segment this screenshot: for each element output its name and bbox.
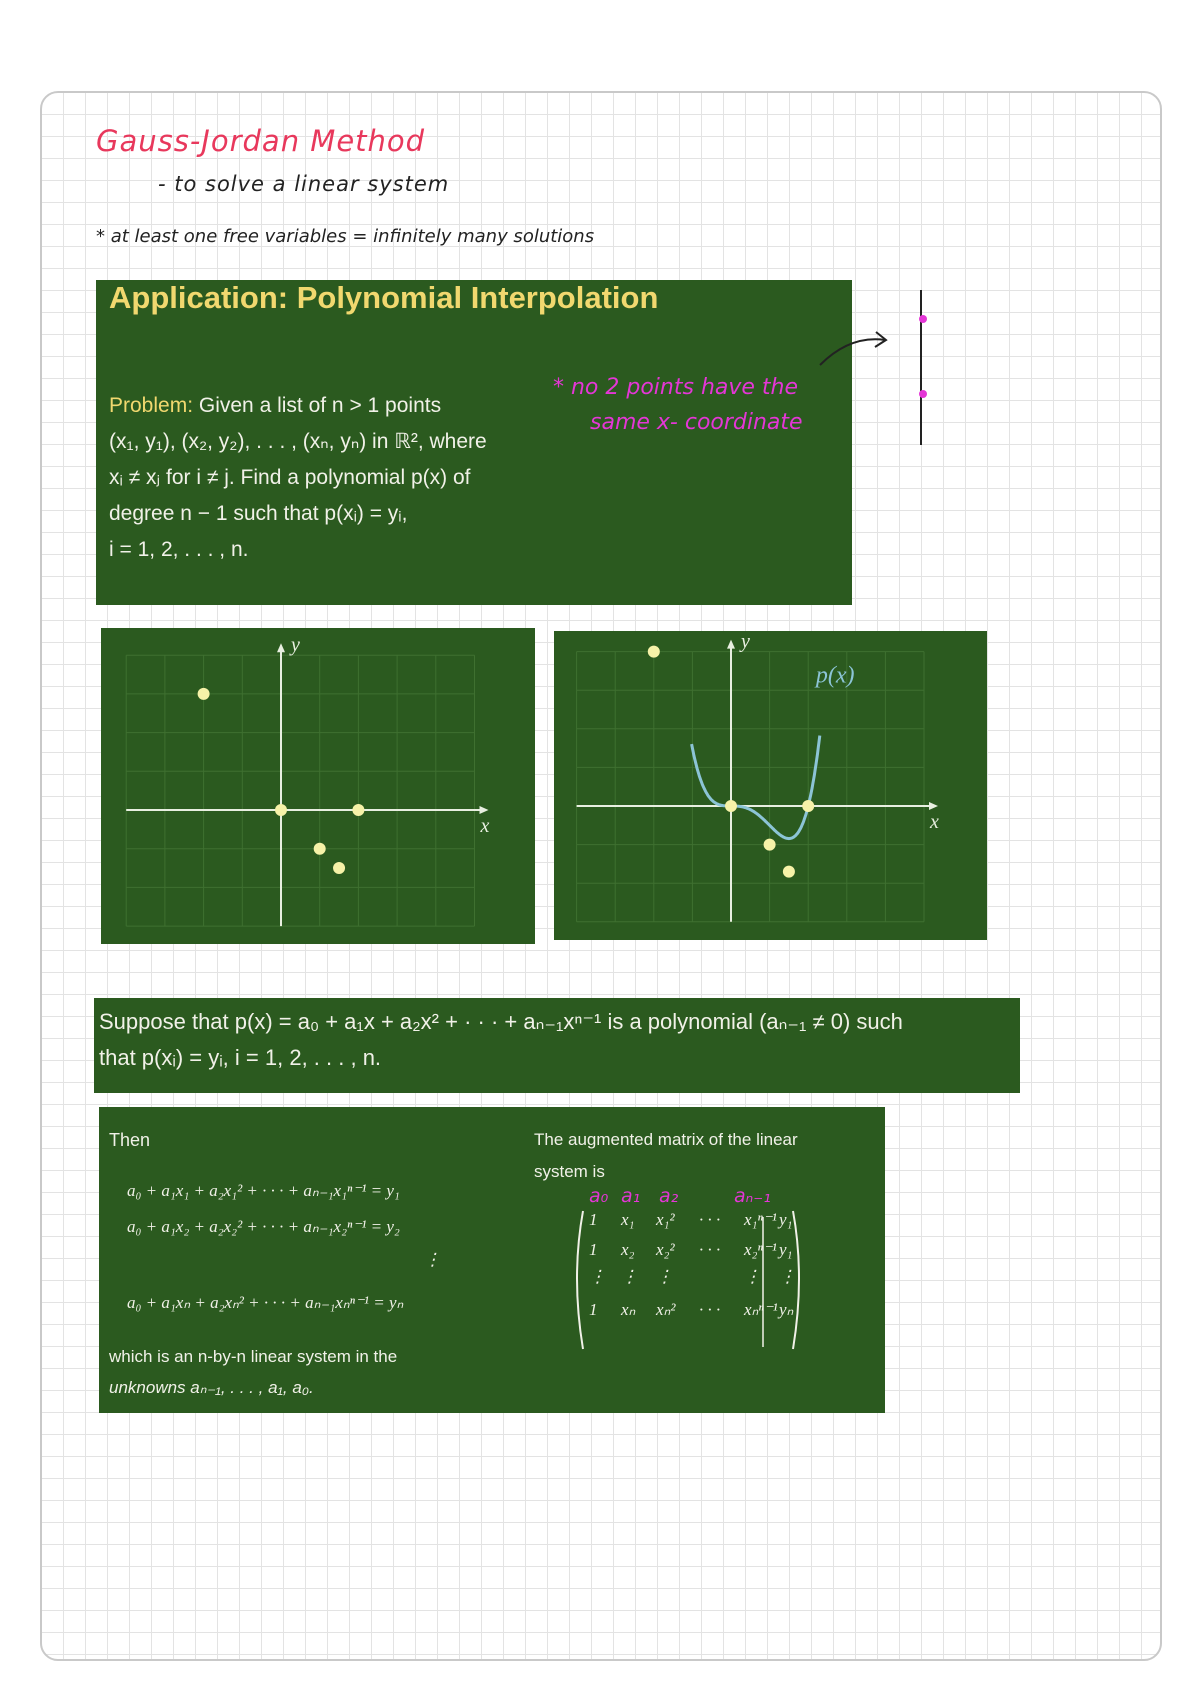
application-heading: Application: Polynomial Interpolation: [109, 280, 659, 315]
y-axis-arrow: [727, 640, 735, 649]
y-axis-label: y: [291, 634, 300, 657]
data-point: [198, 688, 210, 700]
equation: a₀ + a₁x₂ + a₂x₂² + · · · + aₙ₋₁x₂ⁿ⁻¹ = y₂: [127, 1217, 400, 1236]
data-point: [725, 800, 737, 812]
matrix-cell: x₂²: [656, 1240, 675, 1259]
matrix-label: a₁: [621, 1185, 641, 1207]
handwritten-title: Gauss-Jordan Method: [96, 124, 426, 158]
curve-label: p(x): [815, 662, 855, 689]
data-point: [314, 843, 326, 855]
polynomial-curve: [692, 736, 820, 839]
matrix-intro: The augmented matrix of the linear: [534, 1130, 798, 1149]
matrix-cell: 1: [589, 1210, 598, 1229]
data-point: [764, 839, 776, 851]
data-point: [802, 800, 814, 812]
suppose-box: [94, 998, 1020, 1093]
matrix-cell: y₁: [779, 1240, 793, 1259]
handwritten-subtitle: - to solve a linear system: [158, 172, 450, 196]
scatter-plot: [101, 628, 535, 944]
x-axis-label: x: [930, 811, 939, 833]
application-box: [96, 280, 852, 605]
data-point: [333, 862, 345, 874]
matrix-cell: · · ·: [699, 1210, 721, 1229]
matrix-cell: yₙ: [779, 1300, 794, 1319]
matrix-cell: · · ·: [699, 1240, 721, 1259]
data-point: [352, 804, 364, 816]
problem-label: Problem:: [109, 394, 194, 417]
y-axis-arrow: [277, 643, 285, 652]
problem-statement: [109, 388, 579, 568]
matrix-cell: x₂: [621, 1240, 635, 1259]
handwritten-note: * at least one free variables = infinitely many solutions: [96, 226, 595, 247]
matrix-label: aₙ₋₁: [734, 1185, 771, 1207]
system-box: [99, 1107, 885, 1413]
problem-line: i = 1, 2, . . . , n.: [109, 538, 249, 561]
matrix-cell: ⋮: [744, 1267, 761, 1286]
equation: a₀ + a₁xₙ + a₂xₙ² + · · · + aₙ₋₁xₙⁿ⁻¹ = yₙ: [127, 1293, 404, 1312]
matrix-cell: xₙ: [621, 1300, 636, 1319]
equation: a₀ + a₁x₁ + a₂x₁² + · · · + aₙ₋₁x₁ⁿ⁻¹ = y₁: [127, 1181, 400, 1200]
problem-line: Given a list of n > 1 points: [198, 394, 442, 417]
matrix-cell: 1: [589, 1240, 598, 1259]
problem-line: xᵢ ≠ xⱼ for i ≠ j. Find a polynomial p(x) of: [109, 466, 471, 489]
equation-ellipsis: ⋮: [424, 1250, 441, 1269]
data-point: [275, 804, 287, 816]
curve-plot: [554, 631, 987, 940]
matrix-cell: x₁²: [656, 1210, 675, 1229]
matrix-cell: ⋮: [656, 1267, 673, 1286]
matrix-intro: system is: [534, 1162, 605, 1181]
data-point: [783, 866, 795, 878]
matrix-cell: ⋮: [589, 1267, 606, 1286]
matrix-cell: xₙⁿ⁻¹: [744, 1300, 778, 1319]
matrix-cell: ⋮: [779, 1267, 796, 1286]
x-axis-arrow: [480, 806, 489, 814]
matrix-cell: ⋮: [621, 1267, 638, 1286]
system-footer: which is an n-by-n linear system in the: [109, 1347, 398, 1366]
matrix-cell: y₁: [779, 1210, 793, 1229]
y-axis-label: y: [741, 631, 750, 653]
matrix-label: a₀: [589, 1185, 609, 1207]
matrix-cell: xₙ²: [656, 1300, 676, 1319]
suppose-line: that p(xᵢ) = yᵢ, i = 1, 2, . . . , n.: [99, 1045, 382, 1070]
then-label: Then: [109, 1130, 151, 1150]
suppose-line: Suppose that p(x) = a₀ + a₁x + a₂x² + · · · + aₙ₋₁xⁿ⁻¹ is a polynomial (aₙ₋₁ ≠ 0) such: [99, 1009, 903, 1034]
matrix-cell: · · ·: [699, 1300, 721, 1319]
data-point: [648, 646, 660, 658]
matrix-cell: x₁: [621, 1210, 635, 1229]
problem-line: (x₁, y₁), (x₂, y₂), . . . , (xₙ, yₙ) in ℝ², where: [109, 430, 487, 453]
vertical-line-sketch: [810, 285, 950, 455]
side-note-line2: same x- coordinate: [590, 410, 803, 435]
side-note-line1: * no 2 points have the: [553, 375, 799, 400]
matrix-cell: x₁ⁿ⁻¹: [744, 1210, 777, 1229]
system-footer: unknowns aₙ₋₁, . . . , a₁, a₀.: [109, 1378, 314, 1397]
problem-line: degree n − 1 such that p(xᵢ) = yᵢ,: [109, 502, 408, 525]
matrix-cell: x₂ⁿ⁻¹: [744, 1240, 777, 1259]
x-axis-label: x: [480, 815, 490, 837]
x-axis-arrow: [929, 802, 938, 810]
matrix-cell: 1: [589, 1300, 598, 1319]
matrix-label: a₂: [659, 1185, 679, 1207]
